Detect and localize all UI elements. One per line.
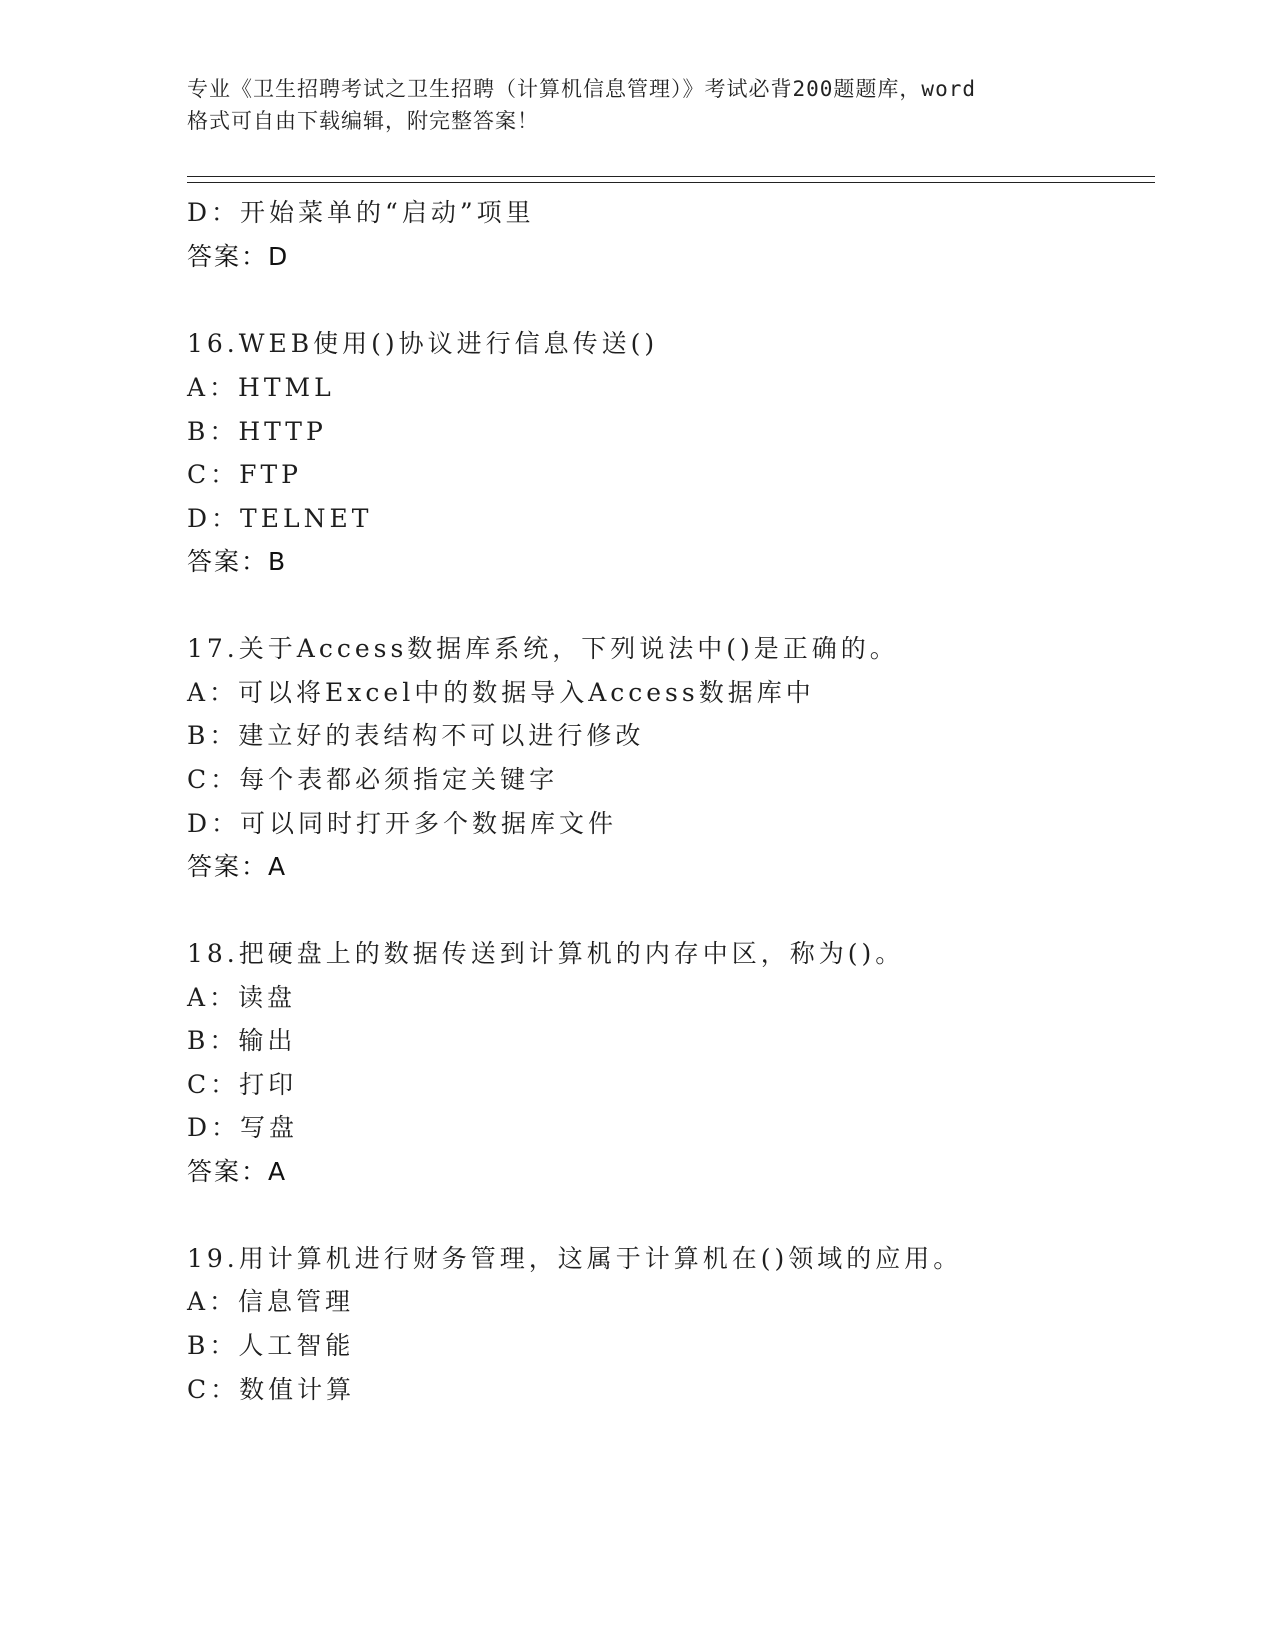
document-header (187, 73, 1087, 137)
question-18-option-a: A：读盘 (187, 983, 297, 1012)
question-18-answer: 答案：A (187, 1157, 288, 1186)
question-17-option-a: A：可以将Excel中的数据导入Access数据库中 (187, 678, 815, 707)
question-16-option-d: D：TELNET (187, 504, 373, 533)
header-rule-bottom (187, 182, 1155, 183)
question-17-answer: 答案：A (187, 852, 288, 881)
question-16-answer: 答案：B (187, 547, 288, 576)
question-18-option-d: D：写盘 (187, 1113, 299, 1142)
question-19-option-a: A：信息管理 (187, 1287, 355, 1316)
header-line-2: 格式可自由下载编辑，附完整答案！ (187, 109, 539, 133)
question-17-option-b: B：建立好的表结构不可以进行修改 (187, 721, 645, 750)
header-rule-top (187, 176, 1155, 177)
question-16-option-a: A：HTML (187, 373, 335, 402)
question-16-stem: 16.WEB使用()协议进行信息传送() (187, 329, 659, 358)
header-line-1: 专业《卫生招聘考试之卫生招聘（计算机信息管理）》考试必背200题题库，word (187, 77, 976, 101)
prev-answer: 答案：D (187, 242, 290, 271)
question-17-option-c: C：每个表都必须指定关键字 (187, 765, 559, 794)
question-17-stem: 17.关于Access数据库系统，下列说法中()是正确的。 (187, 634, 899, 663)
question-18-option-b: B：输出 (187, 1026, 297, 1055)
prev-option-d: D：开始菜单的“启动”项里 (187, 198, 535, 227)
question-17-option-d: D：可以同时打开多个数据库文件 (187, 809, 618, 838)
question-19-option-b: B：人工智能 (187, 1331, 355, 1360)
question-16-option-c: C：FTP (187, 460, 302, 489)
question-16-option-b: B：HTTP (187, 417, 327, 446)
question-19-option-c: C：数值计算 (187, 1375, 356, 1404)
question-19-stem: 19.用计算机进行财务管理，这属于计算机在()领域的应用。 (187, 1244, 963, 1273)
question-18-option-c: C：打印 (187, 1070, 298, 1099)
question-18-stem: 18.把硬盘上的数据传送到计算机的内存中区，称为()。 (187, 939, 905, 968)
